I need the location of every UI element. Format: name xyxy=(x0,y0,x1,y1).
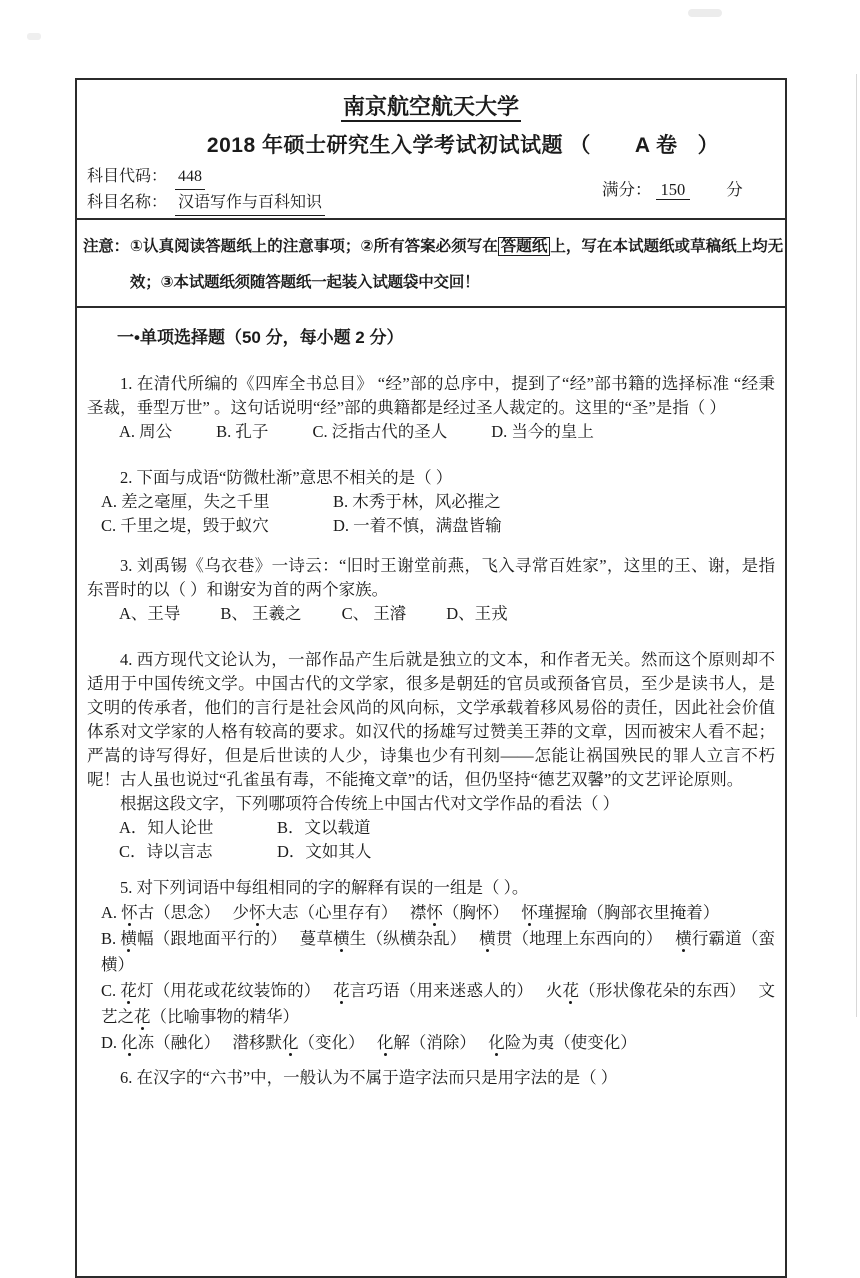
options-row xyxy=(119,816,775,840)
subject-code-value: 448 xyxy=(175,164,205,190)
question-stem: 1. 在清代所编的《四库全书总目》 “经”部的总序中，提到了“经”部书籍的选择标准 “经秉圣裁，垂型万世” 。这句话说明“经”部的典籍都是经过圣人裁定的。这里的“圣”是指（ ） xyxy=(87,374,775,417)
question-3 xyxy=(87,554,775,626)
full-score-unit: 分 xyxy=(726,180,743,199)
question-stem: 6. 在汉字的“六书”中，一般认为不属于造字法而只是用字法的是（ ） xyxy=(120,1068,618,1087)
scan-artifact xyxy=(27,33,41,40)
exam-content xyxy=(77,308,785,1090)
exam-title xyxy=(141,132,785,160)
question-5 xyxy=(87,876,775,1056)
options-row xyxy=(119,420,775,444)
option-a: A. 差之毫厘，失之千里 xyxy=(101,492,270,511)
option-c: C．诗以言志 xyxy=(119,842,213,861)
option-c: C. 泛指古代的圣人 xyxy=(312,422,448,441)
scan-page-edge xyxy=(856,74,857,1017)
options-row xyxy=(101,490,775,514)
university-title-text: 南京航空航天大学 xyxy=(341,94,521,122)
question-1 xyxy=(87,372,775,444)
notice-text: ①认真阅读答题纸上的注意事项；②所有答案必须写在 答题纸 上，写在本试题纸或草稿纸上均无效；③本试题纸须随答题纸一起装入试题袋中交回！ xyxy=(129,238,783,291)
question-6 xyxy=(87,1066,775,1090)
question-4 xyxy=(87,648,775,864)
question-2 xyxy=(87,466,775,538)
option-c: C. 千里之堤，毁于蚁穴 xyxy=(101,516,269,535)
options-row xyxy=(119,840,775,864)
option-d: D. 一着不慎，满盘皆输 xyxy=(333,516,502,535)
full-score-value: 150 xyxy=(656,180,691,200)
option-b: B. 木秀于林，风必摧之 xyxy=(333,492,501,511)
notice-label: 注意： xyxy=(83,238,129,255)
paper-type-paren-open: （ xyxy=(569,134,591,157)
scan-artifact xyxy=(688,9,722,17)
option-a: A．知人论世 xyxy=(119,818,214,837)
option-a: A、王导 xyxy=(119,604,181,623)
option-b: B. 孔子 xyxy=(216,422,269,441)
full-score-row xyxy=(602,176,743,200)
full-score-label: 满分： xyxy=(602,180,652,199)
option-b: B、 王羲之 xyxy=(220,604,302,623)
notice-block xyxy=(77,220,785,308)
exam-paper-frame xyxy=(75,78,787,1278)
option-d: D. 当今的皇上 xyxy=(491,422,594,441)
question-stem: 2. 下面与成语“防微杜渐”意思不相关的是（ ） xyxy=(120,468,453,487)
option-d: D．文如其人 xyxy=(277,842,372,861)
option-c: C. 花灯（用花或花纹装饰的） 花言巧语（用来迷惑人的） 火花（形状像花朵的东西） 文艺之花（比喻事物的精华） xyxy=(101,981,776,1026)
option-d: D. 化冻（融化） 潜移默化（变化） 化解（消除） 化险为夷（使变化） xyxy=(101,1033,637,1052)
subject-name-label: 科目名称： xyxy=(87,194,168,211)
question-stem: 3. 刘禹锡《乌衣巷》一诗云：“旧时王谢堂前燕，飞入寻常百姓家”，这里的王、谢，是指东晋时的以（ ）和谢安为首的两个家族。 xyxy=(87,556,775,599)
option-b: B．文以载道 xyxy=(277,818,371,837)
paper-header xyxy=(77,80,785,220)
paper-type-paren-close: ） xyxy=(697,134,720,157)
option-b: B. 横幅（跟地面平行的） 蔓草横生（纵横杂乱） 横贯（地理上东西向的） 横行霸道（蛮横） xyxy=(101,929,776,974)
option-a: A. 周公 xyxy=(119,422,173,441)
subject-meta xyxy=(87,164,785,216)
exam-title-text: 2018 年硕士研究生入学考试初试试题 xyxy=(206,134,563,157)
options-row xyxy=(101,514,775,538)
university-title xyxy=(77,94,785,120)
question-stem-followup: 根据这段文字，下列哪项符合传统上中国古代对文学作品的看法（ ） xyxy=(120,794,620,813)
option-c: C、 王濬 xyxy=(341,604,407,623)
subject-code-label: 科目代码： xyxy=(87,168,168,185)
option-d: D、王戎 xyxy=(446,604,508,623)
paper-type: A 卷 xyxy=(634,134,678,157)
section-title: 一•单项选择题（50 分，每小题 2 分） xyxy=(117,328,404,347)
subject-name-value: 汉语写作与百科知识 xyxy=(175,190,325,216)
question-stem: 5. 对下列词语中每组相同的字的解释有误的一组是（ ）。 xyxy=(120,878,529,897)
options-row xyxy=(119,602,775,626)
option-a: A. 怀古（思念） 少怀大志（心里存有） 襟怀（胸怀） 怀瑾握瑜（胸部衣里掩着） xyxy=(101,903,720,922)
question-stem: 4. 西方现代文论认为，一部作品产生后就是独立的文本，和作者无关。然而这个原则却不适用于中国传统文学。中国古代的文学家，很多是朝廷的官员或预备官员，至少是读书人，是文明的传承者，他们的言行是社会风尚的风向标，文学承载着移风易俗的责任，因此社会价值体系对文学家的人格有较高的要求。如汉代的扬雄写过赞美王莽的文章，因而被宋人看不起；严嵩的诗写得好，但是后世读的人少，诗集也少有刊刻——怎能让祸国殃民的罪人立言不朽呢！古人虽也说过“孔雀虽有毒，不能掩文章”的话，但仍坚持“德艺双馨”的文艺评论原则。 xyxy=(87,650,775,789)
